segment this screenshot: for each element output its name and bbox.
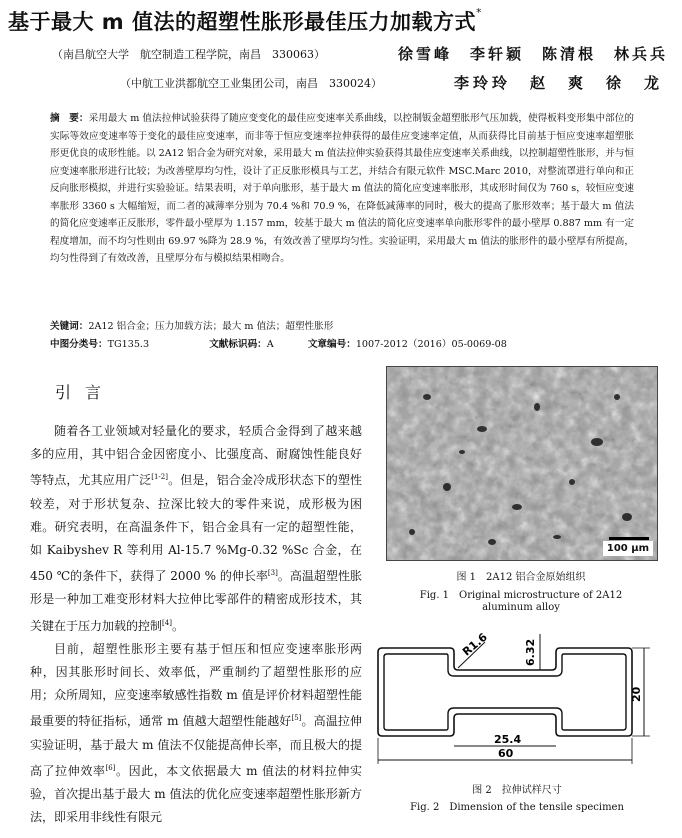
title-footnote-mark: * (476, 6, 483, 19)
dim-20: 20 (630, 686, 643, 702)
citation: [4] (162, 618, 172, 627)
article-number-value: 1007-2012（2016）05-0069-08 (355, 339, 507, 350)
paragraph-1: 随着各工业领域对轻量化的要求，轻质合金得到了越来越多的应用，其中铝合金因密度小、比强度高、耐腐蚀性能良好等特点，尤其应用广泛[1-2]。但是，铝合金冷成形状态下的塑性较差，对于形状复杂、拉深比较大的零件来说，成形极为困难。研究表明，在高温条件下，铝合金具有一定的超塑性能，如 Kaibyshev R 等利用 Al-15.7 %Mg-0.32 %Sc 合金，在 450 ℃的条件下，获得了 2000 % 的伸长率[3]。高温超塑性胀形是一种加工难变形材料大拉伸比零部件的精密成形技术，其关键在于压力加载的控制[4]。 (30, 424, 362, 633)
citation: [1-2] (151, 473, 168, 482)
keywords-label: 关键词： (50, 321, 89, 332)
figure1-caption-en-1: Fig. 1 Original microstructure of 2A12 (419, 590, 623, 601)
tensile-specimen-drawing (370, 630, 660, 774)
citation: [6] (105, 763, 116, 772)
article-number-label: 文章编号： (307, 339, 356, 350)
section-heading: 引言 (55, 383, 116, 402)
figure1-caption-cn: 图 1 2A12 铝合金原始组织 (456, 572, 586, 583)
scale-bar (609, 537, 649, 540)
figure2-caption-cn: 图 2 拉伸试样尺寸 (472, 785, 562, 796)
micrograph-texture (387, 367, 657, 560)
keywords (50, 318, 333, 332)
scale-label: 100 μm (603, 541, 653, 556)
paper-title: 基于最大 m 值法的超塑性胀形最佳压力加载方式* (8, 6, 483, 34)
figure2-caption-en: Fig. 2 Dimension of the tensile specimen (410, 802, 624, 813)
citation: [3] (267, 569, 278, 578)
microstructure-image (386, 366, 658, 561)
affiliation-2: （中航工业洪都航空工业集团公司，南昌 330024） (120, 77, 382, 90)
authors-1: 徐雪峰 李轩颖 陈清根 林兵兵 (398, 45, 669, 63)
dim-60: 60 (498, 747, 514, 760)
specimen-outline (378, 648, 632, 736)
clc-label: 中图分类号： (50, 339, 108, 350)
classification-line (50, 336, 650, 350)
figure1-caption-en-2: aluminum alloy (482, 602, 560, 613)
body-text (30, 420, 362, 829)
abstract (50, 110, 634, 268)
abstract-text: 采用最大 m 值法拉伸试验获得了随应变变化的最佳应变速率关系曲线，以控制钣金超塑胀形气压加载，使得板料变形集中部位的实际等效应变速率等于变化的最佳应变速率，而非等于恒应变速率拉伸获得的最佳应变速率定值，从而获得比目前基于恒应变速率超塑胀形更优良的成形性能。以 2A12 铝合金为研究对象，采用最大 m 值法拉伸实验获得其最佳应变速率关系曲线，以控制超塑性胀形，并与恒应变速率胀形进行比较；为改善壁厚均匀性，设计了正反胀形模具与工艺，并结合有限元软件 MSC.Marc 2010，对整流罩进行单向和正反向胀形模拟，并进行实验验证。结果表明，对于单向胀形，基于最大 m 值法的简化应变速率胀形，其成形时间仅为 760 s，较恒应变速率胀形 3360 s 大幅缩短，而二者的减薄率分别为 70.4 %和 70.9 %，在降低减薄率的同时，极大的提高了胀形效率；基于最大 m 值法的简化应变速率正反胀形，零件最小壁厚为 1.157 mm，较基于最大 m 值法的简化应变速率单向胀形零件的最小壁厚 0.887 mm 有一定程度增加，而不均匀性则由 69.97 %降为 28.9 %，有效改善了壁厚均匀性。实验证明，采用最大 m 值法的胀形件的最小壁厚有所提高，均匀性得到了有效改善，且壁厚分布与模拟结果相吻合。 (50, 113, 634, 264)
clc-value: TG135.3 (107, 339, 150, 350)
keywords-text: 2A12 铝合金；压力加载方法；最大 m 值法；超塑性胀形 (88, 321, 334, 332)
doc-code-label: 文献标识码： (209, 339, 267, 350)
abstract-label: 摘 要： (50, 113, 89, 124)
citation: [5] (291, 714, 302, 723)
authors-2: 李玲玲 赵 爽 徐 龙 (454, 74, 664, 92)
dim-radius: R1.6 (460, 630, 490, 659)
affiliation-1: （南昌航空大学 航空制造工程学院，南昌 330063） (52, 48, 325, 61)
doc-code-value: A (266, 339, 274, 350)
dim-254: 25.4 (494, 733, 522, 746)
specimen-inner-outline (384, 654, 626, 730)
dim-632: 6.32 (524, 638, 537, 666)
paragraph-2: 目前，超塑性胀形主要有基于恒压和恒应变速率胀形两种，因其胀形时间长、效率低，严重制约了超塑性胀形的应用；众所周知，应变速率敏感性指数 m 值是评价材料超塑性能最重要的特征指标，通常 m 值越大超塑性能越好[5]。高温拉伸实验证明，基于最大 m 值法不仅能提高伸长率，而且极大的提高了拉伸效率[6]。因此，本文依据最大 m 值法的材料拉伸实验，首次提出基于最大 m 值法的优化应变速率超塑性胀形新方法，即采用非线性有限元 (30, 641, 362, 825)
